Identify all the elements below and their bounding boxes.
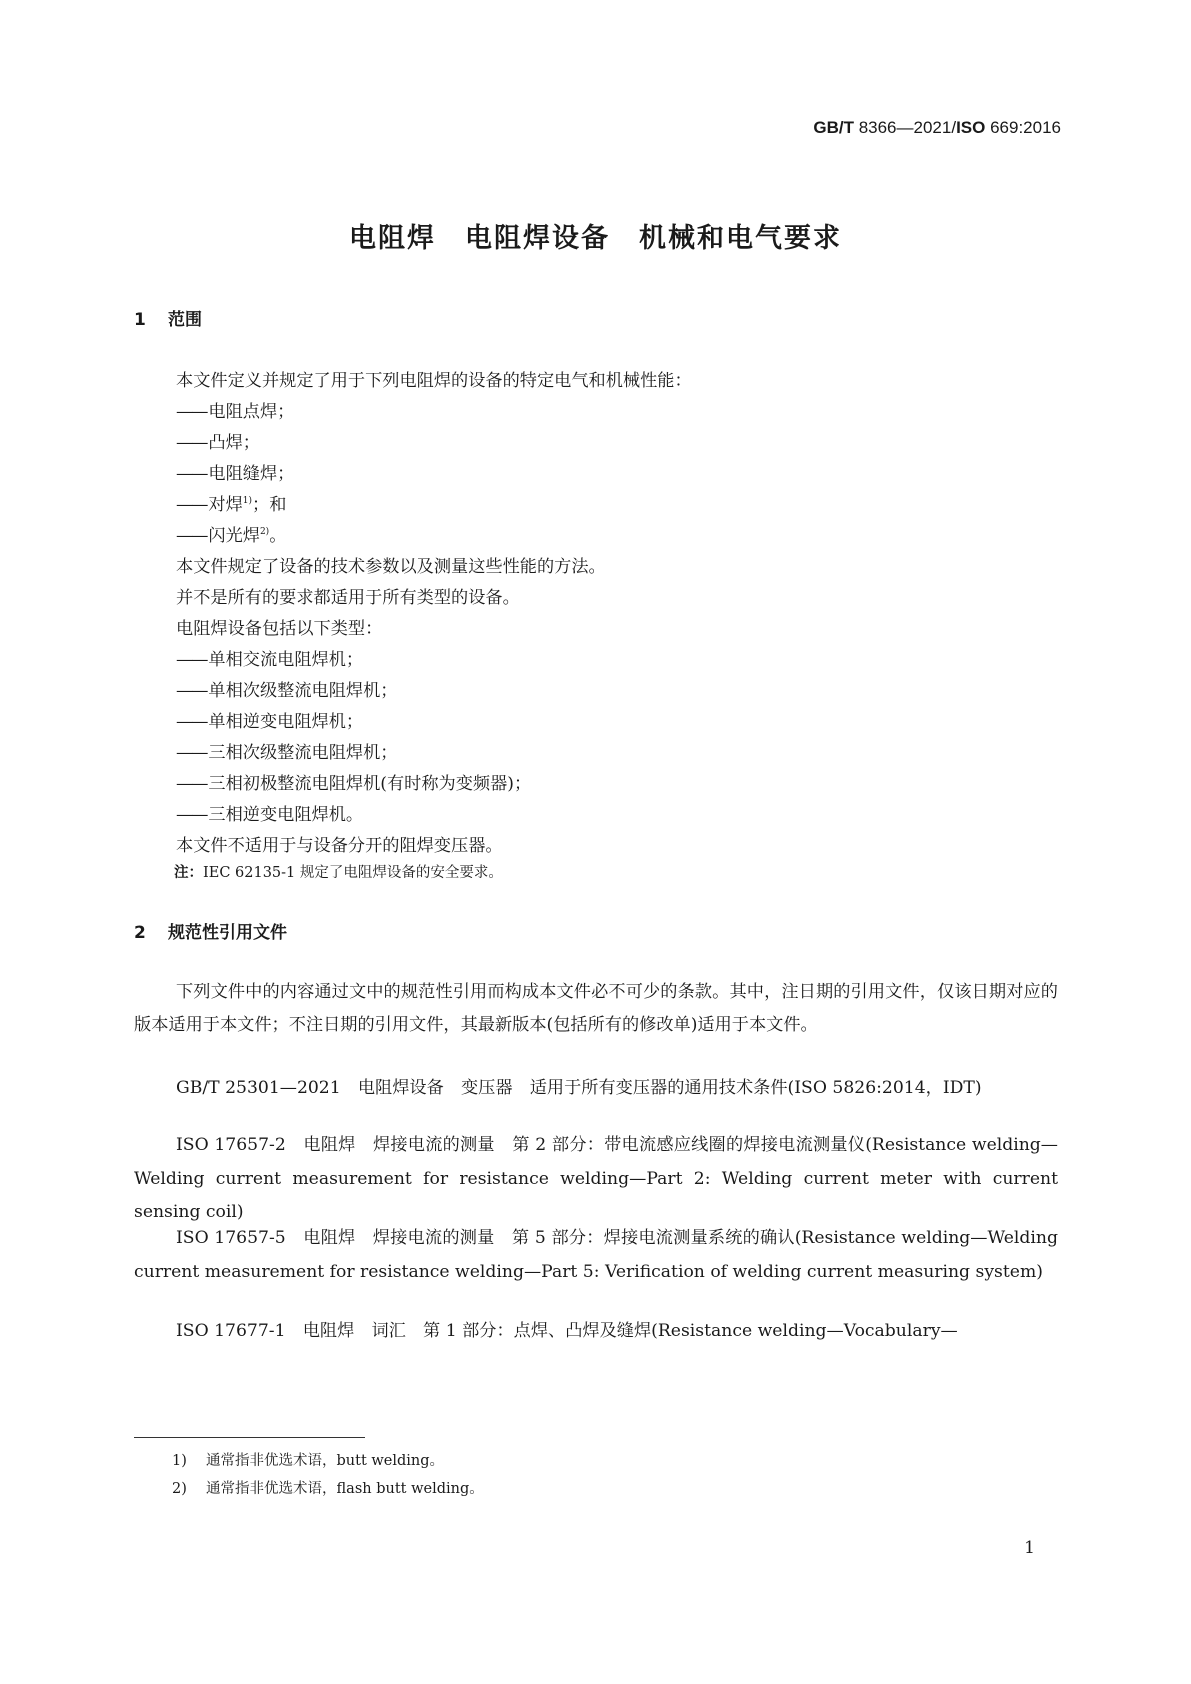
list-item: —— 电阻点焊； bbox=[176, 397, 294, 422]
list-item: —— 三相逆变电阻焊机。 bbox=[176, 800, 363, 825]
list-item: —— 单相交流电阻焊机； bbox=[176, 645, 363, 670]
note bbox=[174, 861, 503, 882]
list-item-text: 对焊 bbox=[208, 495, 243, 515]
paragraph: 本文件规定了设备的技术参数以及测量这些性能的方法。 bbox=[176, 557, 606, 577]
std-code-prefix: GB/T bbox=[813, 118, 854, 137]
paragraph: 电阻焊设备包括以下类型： bbox=[176, 619, 383, 639]
note-label: 注： bbox=[174, 865, 203, 881]
footnote-text: 通常指非优选术语，flash butt welding。 bbox=[206, 1481, 484, 1497]
footnote-ref: 1) bbox=[242, 496, 253, 506]
footnote-number: 2) bbox=[172, 1481, 187, 1497]
footnote-ref: 2) bbox=[259, 527, 270, 537]
list-item: —— 电阻缝焊； bbox=[176, 459, 294, 484]
list-item: —— 单相次级整流电阻焊机； bbox=[176, 676, 397, 701]
reference-item: GB/T 25301—2021 电阻焊设备 变压器 适用于所有变压器的通用技术条件(ISO 5826:2014，IDT) bbox=[176, 1078, 982, 1098]
footnote-number: 1) bbox=[172, 1453, 187, 1469]
list-item: —— 三相初极整流电阻焊机(有时称为变频器)； bbox=[176, 769, 531, 794]
section-2-intro: 下列文件中的内容通过文中的规范性引用而构成本文件必不可少的条款。其中，注日期的引用文件，仅该日期对应的版本适用于本文件；不注日期的引用文件，其最新版本(包括所有的修改单)适用于本文件。 bbox=[134, 982, 1058, 1035]
document-title: 电阻焊 电阻焊设备 机械和电气要求 bbox=[349, 223, 842, 254]
list-item-tail: ；和 bbox=[252, 495, 287, 515]
std-code-iso: ISO bbox=[956, 118, 986, 137]
reference-item: ISO 17657-2 电阻焊 焊接电流的测量 第 2 部分：带电流感应线圈的焊接电流测量仪(Resistance welding—Welding current measurement for resistance welding—Part 2: Welding current meter with current sensing coil) bbox=[134, 1135, 1058, 1222]
std-code-number: 8366—2021/ bbox=[853, 118, 957, 137]
list-item bbox=[176, 521, 286, 546]
list-item: —— 凸焊； bbox=[176, 428, 260, 453]
paragraph: 本文件不适用于与设备分开的阻焊变压器。 bbox=[176, 836, 503, 856]
note-text: IEC 62135-1 规定了电阻焊设备的安全要求。 bbox=[203, 865, 503, 881]
section-2-title: 规范性引用文件 bbox=[168, 923, 287, 943]
section-1-number: 1 bbox=[134, 310, 146, 330]
footnote bbox=[172, 1477, 484, 1498]
reference-item: ISO 17657-5 电阻焊 焊接电流的测量 第 5 部分：焊接电流测量系统的确认(Resistance welding—Welding current measurement for resistance welding—Part 5: Verification of welding current measuring system) bbox=[134, 1228, 1058, 1282]
list-item-tail: 。 bbox=[269, 526, 287, 546]
paragraph: 并不是所有的要求都适用于所有类型的设备。 bbox=[176, 588, 520, 608]
reference-item: ISO 17677-1 电阻焊 词汇 第 1 部分：点焊、凸焊及缝焊(Resistance welding—Vocabulary— bbox=[176, 1321, 958, 1341]
footnote bbox=[172, 1449, 444, 1470]
footnote-separator bbox=[134, 1437, 365, 1438]
list-item: —— 单相逆变电阻焊机； bbox=[176, 707, 363, 732]
section-2-number: 2 bbox=[134, 923, 146, 943]
standard-code bbox=[813, 118, 1061, 138]
section-1-heading bbox=[134, 305, 202, 330]
footnote-text: 通常指非优选术语，butt welding。 bbox=[206, 1453, 445, 1469]
section-1-title: 范围 bbox=[168, 310, 202, 330]
section-1-intro: 本文件定义并规定了用于下列电阻焊的设备的特定电气和机械性能： bbox=[176, 371, 692, 391]
list-item bbox=[176, 490, 286, 515]
list-item: —— 三相次级整流电阻焊机； bbox=[176, 738, 397, 763]
list-item-text: 闪光焊 bbox=[208, 526, 260, 546]
std-code-iso-number: 669:2016 bbox=[985, 118, 1061, 137]
page-number: 1 bbox=[1024, 1538, 1035, 1558]
section-2-heading bbox=[134, 918, 287, 943]
